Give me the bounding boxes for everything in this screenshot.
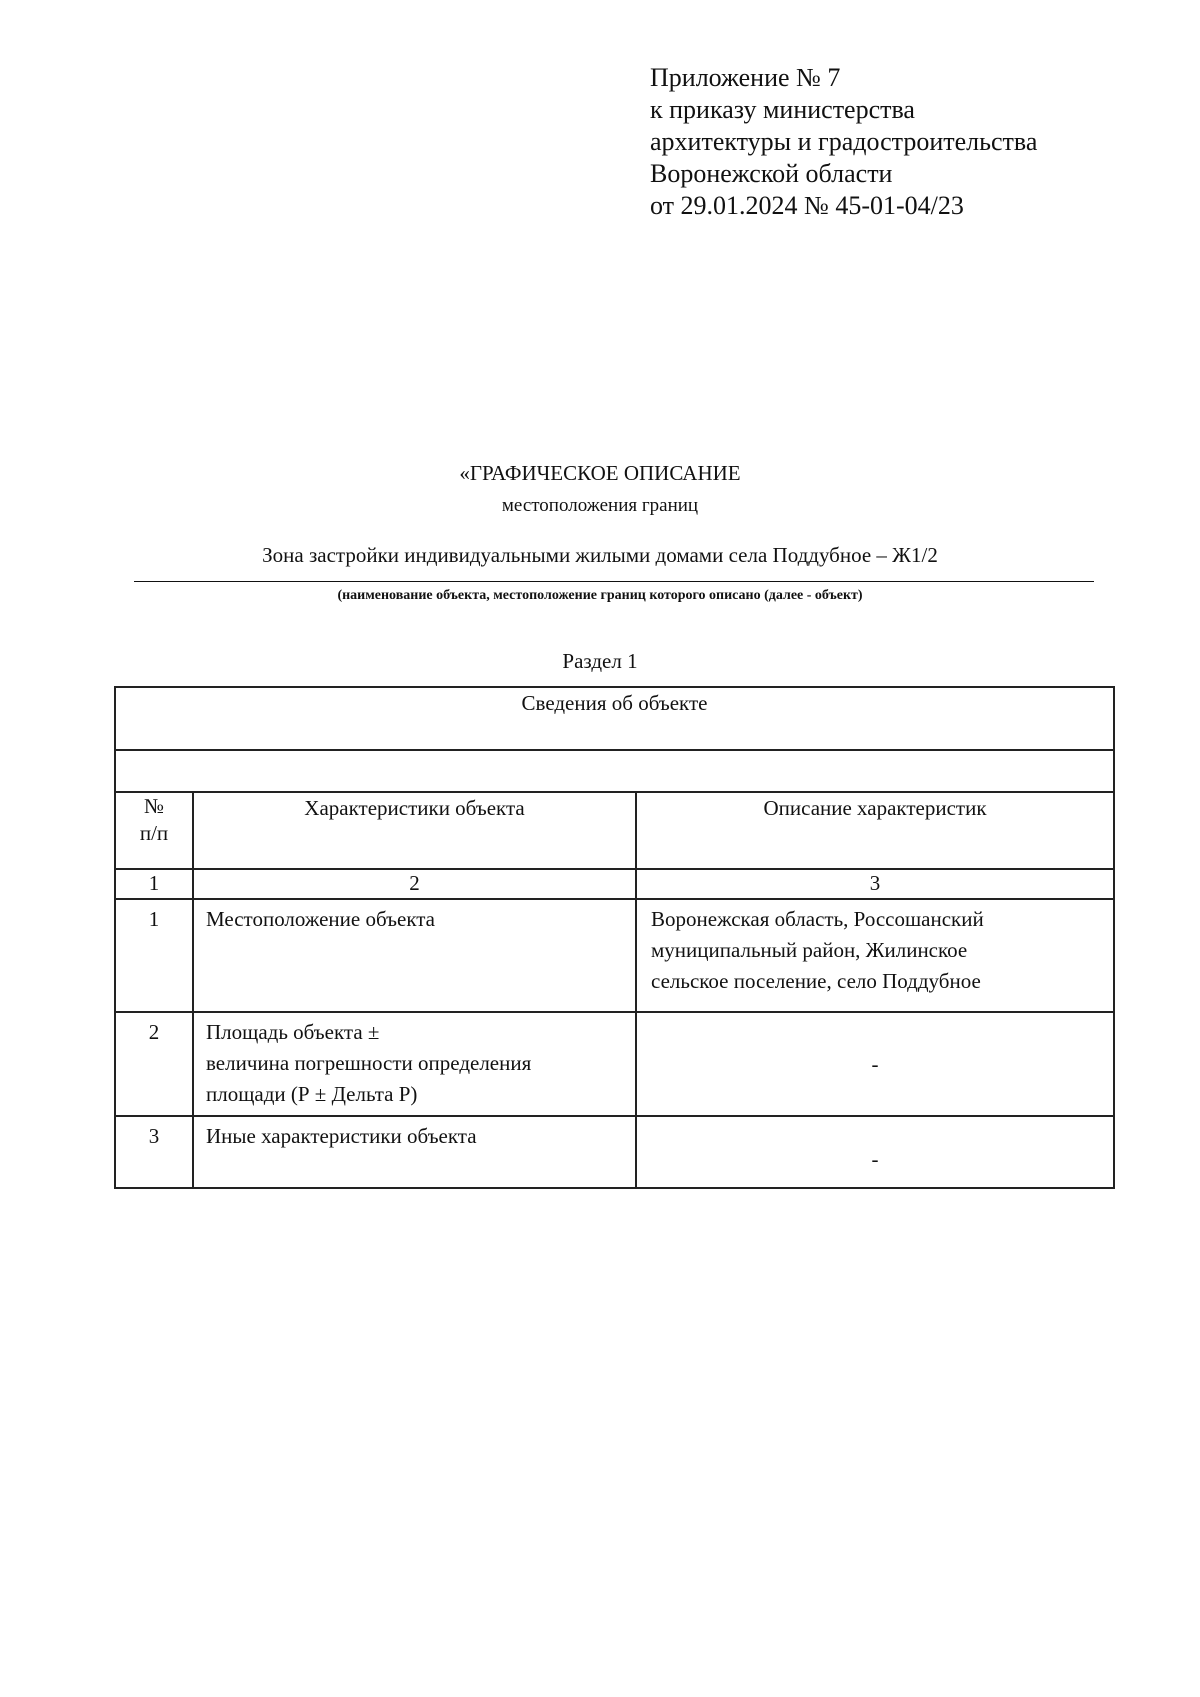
table-header-row bbox=[115, 792, 1114, 869]
section-label: Раздел 1 bbox=[562, 649, 638, 673]
header-num bbox=[115, 792, 193, 869]
row-num: 1 bbox=[115, 899, 193, 1012]
document-title: «ГРАФИЧЕСКОЕ ОПИСАНИЕ bbox=[459, 461, 741, 485]
row-description-line: сельское поселение, село Поддубное bbox=[651, 969, 981, 993]
appendix-header bbox=[650, 62, 1170, 222]
header-num-line1: № bbox=[143, 794, 165, 818]
row-characteristic-line: площади (Р ± Дельта Р) bbox=[206, 1082, 418, 1106]
table-row bbox=[115, 899, 1114, 1012]
table-empty-row bbox=[115, 750, 1114, 792]
row-num: 2 bbox=[115, 1012, 193, 1116]
row-characteristic-line: величина погрешности определения bbox=[206, 1051, 532, 1075]
row-characteristic bbox=[193, 1012, 636, 1116]
appendix-order-ref: к приказу министерства bbox=[650, 95, 915, 124]
table-index-row bbox=[115, 869, 1114, 899]
row-description-line: муниципальный район, Жилинское bbox=[651, 938, 968, 962]
index-col-2: 2 bbox=[193, 869, 636, 899]
appendix-region: Воронежской области bbox=[650, 159, 893, 188]
object-name-caption: (наименование объекта, местоположение границ которого описано (далее - объект) bbox=[337, 588, 863, 603]
index-col-1: 1 bbox=[115, 869, 193, 899]
appendix-ministry: архитектуры и градостроительства bbox=[650, 127, 1038, 156]
table-caption: Сведения об объекте bbox=[115, 687, 1114, 750]
row-characteristic: Иные характеристики объекта bbox=[193, 1116, 636, 1188]
appendix-number: Приложение № 7 bbox=[650, 63, 841, 92]
table-empty-cell bbox=[115, 750, 1114, 792]
header-description: Описание характеристик bbox=[636, 792, 1114, 869]
object-info-table bbox=[114, 686, 1115, 1189]
appendix-date-number: от 29.01.2024 № 45-01-04/23 bbox=[650, 191, 964, 220]
object-name-underline bbox=[134, 581, 1094, 582]
index-col-3: 3 bbox=[636, 869, 1114, 899]
row-description bbox=[636, 899, 1114, 1012]
table-row bbox=[115, 1116, 1114, 1188]
table-row bbox=[115, 1012, 1114, 1116]
row-num: 3 bbox=[115, 1116, 193, 1188]
row-description: - bbox=[636, 1116, 1114, 1188]
row-characteristic-line: Площадь объекта ± bbox=[206, 1020, 380, 1044]
table-caption-row bbox=[115, 687, 1114, 750]
row-description: - bbox=[636, 1012, 1114, 1116]
document-subtitle: местоположения границ bbox=[501, 495, 699, 516]
object-name: Зона застройки индивидуальными жилыми домами села Поддубное – Ж1/2 bbox=[262, 543, 938, 567]
header-num-line2: п/п bbox=[139, 821, 169, 845]
row-characteristic: Местоположение объекта bbox=[193, 899, 636, 1012]
row-description-line: Воронежская область, Россошанский bbox=[651, 907, 984, 931]
header-characteristics: Характеристики объекта bbox=[193, 792, 636, 869]
